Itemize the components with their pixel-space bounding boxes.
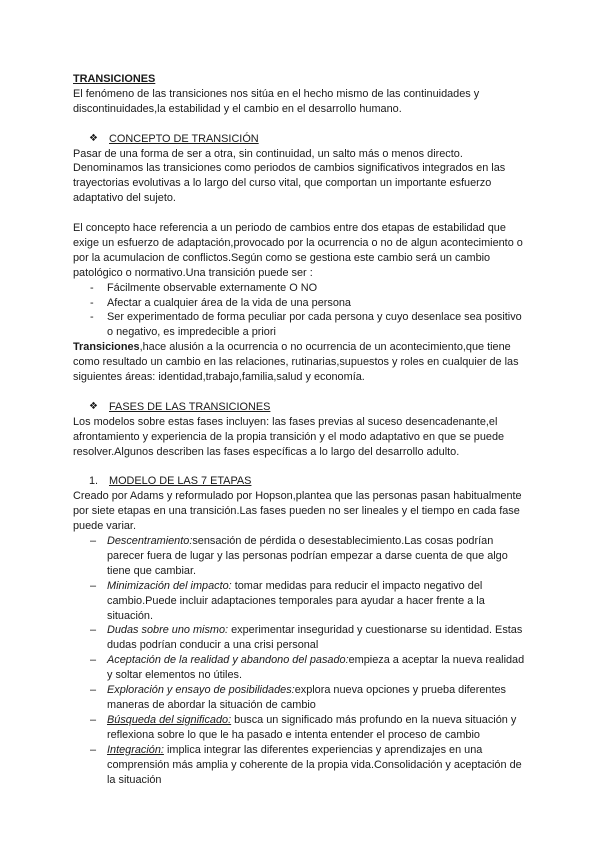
dash-bullet: – (90, 624, 97, 637)
dash-bullet: - (90, 311, 94, 324)
dash-bullet: – (90, 579, 97, 592)
stage-term: Integración: (107, 743, 164, 756)
stage-item: – Búsqueda del significado: busca un significado más profundo en la nueva situación y reflexiona sobre lo que le ha pasado e intenta entender el proceso de cambio (73, 713, 528, 743)
stages-list (73, 534, 528, 787)
dash-bullet: – (90, 684, 97, 697)
dash-bullet: – (90, 713, 97, 726)
transition-types-list (73, 281, 528, 341)
list-item: - Afectar a cualquier área de la vida de una persona (73, 296, 528, 311)
concepto-paragraph-2: El concepto hace referencia a un periodo de cambios entre dos etapas de estabilidad que exige un esfuerzo de adaptación,provocado por la ocurrencia o no de algun acontecimiento o por la acumulacion de conflictos.Según como se gestiona este cambio será un cambio patológico o normativo.Una transición puede ser : (73, 222, 523, 279)
modelo-paragraph: Creado por Adams y reformulado por Hopson,plantea que las personas pasan habitualmente por siete etapas en una transición.Las fases pueden no ser lineales y el tiempo en cada fase puede variar. (73, 490, 522, 533)
spacer (73, 385, 528, 400)
section-heading-fases (73, 400, 528, 415)
spacer (73, 117, 528, 132)
fases-paragraph: Los modelos sobre estas fases incluyen: las fases previas al suceso desencadenante,el afrontamiento y experiencia de la propia transición y el modo adaptativo en que se puede resolver.Algunos describen las fases específicas a lo largo del desarrollo adulto. (73, 415, 505, 458)
stage-item: – Aceptación de la realidad y abandono del pasado:empieza a aceptar la nueva realidad y soltar elementos no útiles. (73, 653, 528, 683)
intro-paragraph: El fenómeno de las transiciones nos sitúa en el hecho mismo de las continuidades y discontinuidades,la estabilidad y el cambio en el desarrollo humano. (73, 87, 480, 115)
diamond-bullet-icon: ❖ (89, 132, 98, 144)
dash-bullet: – (90, 654, 97, 667)
dash-bullet: – (90, 743, 97, 756)
dash-bullet: - (90, 296, 94, 309)
stage-term: Minimización del impacto: (107, 579, 232, 592)
dash-bullet: - (90, 281, 94, 294)
list-item: - Fácilmente observable externamente O NO (73, 281, 528, 296)
stage-item: – Exploración y ensayo de posibilidades:explora nueva opciones y prueba diferentes maneras de abordar la situación de cambio (73, 683, 528, 713)
page-title: TRANSICIONES (73, 73, 156, 85)
spacer (73, 460, 528, 475)
stage-term: Dudas sobre uno mismo: (107, 624, 229, 637)
bold-term: Transiciones (73, 341, 140, 354)
section-heading-label: MODELO DE LAS 7 ETAPAS (109, 475, 252, 488)
section-heading-label: FASES DE LAS TRANSICIONES (109, 400, 271, 413)
stage-item: – Integración: implica integrar las diferentes experiencias y aprendizajes en una comprensión más amplia y coherente de la propia vida.Consolidación y aceptación de la situación (73, 743, 528, 788)
stage-term: Exploración y ensayo de posibilidades: (107, 684, 295, 697)
stage-item: – Minimización del impacto: tomar medidas para reducir el impacto negativo del cambio.Puede incluir adaptaciones temporales para ayudar a hacer frente a la situación. (73, 579, 528, 624)
section-heading-label: CONCEPTO DE TRANSICIÓN (109, 132, 259, 145)
section-heading-modelo (73, 474, 528, 489)
stage-term: Descentramiento: (107, 535, 193, 548)
spacer (73, 206, 528, 221)
dash-bullet: – (90, 535, 97, 548)
diamond-bullet-icon: ❖ (89, 400, 98, 412)
concepto-paragraph-3: Transiciones,hace alusión a la ocurrencia o no ocurrencia de un acontecimiento,que tiene como resultado un cambio en las relaciones, rutinarias,supuestos y roles en cualquier de las siguientes áreas: identidad,trabajo,familia,salud y economía. (73, 341, 519, 384)
section-heading-concepto (73, 132, 528, 147)
stage-term: Búsqueda del significado: (107, 713, 232, 726)
stage-term: Aceptación de la realidad y abandono del pasado: (107, 654, 349, 667)
concepto-paragraph-1: Pasar de una forma de ser a otra, sin continuidad, un salto más o menos directo. Denominamos las transiciones como periodos de cambios significativos integrados en las trayectorias evolutivas a lo largo del curso vital, que comportan un importante esfuerzo adaptativo del sujeto. (73, 147, 506, 205)
stage-item: – Descentramiento:sensación de pérdida o desestablecimiento.Las cosas podrían parecer fuera de lugar y las personas podrían empezar a darse cuenta de que algo tiene que cambiar. (73, 534, 528, 579)
list-item: - Ser experimentado de forma peculiar por cada persona y cuyo desenlace sea positivo o negativo, es impredecible a priori (73, 310, 528, 340)
heading-number: 1. (89, 475, 99, 488)
stage-item: – Dudas sobre uno mismo: experimentar inseguridad y cuestionarse su identidad. Estas dudas podrían conducir a una crisi personal (73, 623, 528, 653)
